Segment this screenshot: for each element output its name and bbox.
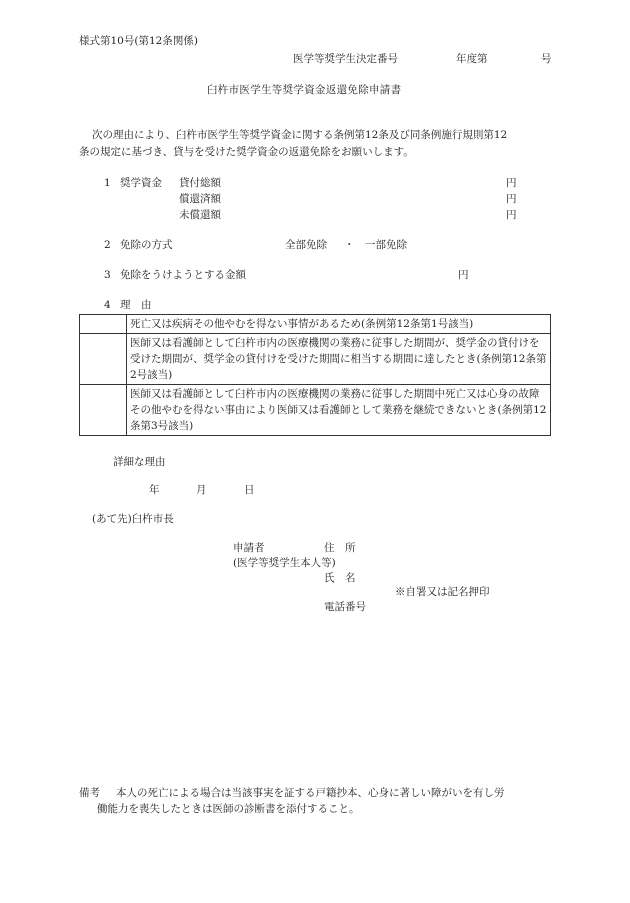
reason-1-checkbox[interactable] (80, 315, 127, 334)
reason-2-text: 医師又は看護師として臼杵市内の医療機関の業務に従事した期間が、奨学金の貸付けを受けた期間が、奨学金の貸付けを受けた期間に相当する期間に達したとき(条例第12条第2号該当) (127, 334, 551, 385)
reason-2-checkbox[interactable] (80, 334, 127, 385)
detail-reason-label: 詳細な理由 (113, 456, 166, 468)
exemption-amount-unit: 円 (458, 269, 469, 281)
address-label: 住 所 (324, 542, 356, 554)
decision-number-label: 医学等奨学生決定番号 (293, 53, 398, 65)
applicant-sub-label: (医学等奨学生本人等) (233, 557, 336, 569)
applicant-label: 申請者 (233, 542, 265, 554)
remarks-label: 備考 (79, 787, 100, 799)
reason-row-2 (80, 334, 551, 385)
remarks-line-1: 本人の死亡による場合は当該事実を証する戸籍抄本、心身に著しい障がいを有し労 (116, 787, 505, 799)
repaid-amount-unit: 円 (506, 193, 517, 205)
document-title: 臼杵市医学生等奨学資金返還免除申請書 (207, 84, 402, 96)
addressee: (あて先)臼杵市長 (92, 513, 174, 525)
option-partial-exemption[interactable]: 一部免除 (365, 239, 407, 251)
date-year-label: 年 (149, 484, 160, 496)
unpaid-amount-unit: 円 (506, 209, 517, 221)
item3-number: 3 (104, 269, 111, 281)
form-number: 様式第10号(第12条関係) (79, 35, 198, 47)
option-separator: ・ (344, 239, 355, 251)
name-label: 氏 名 (324, 572, 356, 584)
item2-number: 2 (104, 239, 111, 251)
reason-1-text: 死亡又は疾病その他やむを得ない事情があるため(条例第12条第1号該当) (127, 315, 551, 334)
date-day-label: 日 (244, 484, 255, 496)
option-full-exemption[interactable]: 全部免除 (285, 239, 327, 251)
phone-label: 電話番号 (324, 601, 366, 613)
item4-label: 理 由 (120, 299, 152, 311)
reason-table (79, 314, 551, 436)
intro-line-1: 次の理由により、臼杵市医学生等奨学資金に関する条例第12条及び同条例施行規則第12 (92, 129, 508, 141)
unpaid-amount-label: 未償還額 (179, 209, 221, 221)
repaid-amount-label: 償還済額 (179, 193, 221, 205)
signature-note: ※自署又は記名押印 (395, 586, 490, 598)
decision-number-suffix: 号 (541, 53, 552, 65)
intro-line-2: 条の規定に基づき、貸与を受けた奨学資金の返還免除をお願いします。 (79, 146, 414, 158)
decision-year-label: 年度第 (456, 53, 488, 65)
reason-3-text: 医師又は看護師として臼杵市内の医療機関の業務に従事した期間中死亡又は心身の故障その他やむを得ない事由により医師又は看護師として業務を継続できないとき(条例第12条第3号該当) (127, 385, 551, 436)
item1-label: 奨学資金 (120, 177, 162, 189)
item1-number: 1 (104, 177, 111, 189)
item2-label: 免除の方式 (120, 239, 173, 251)
loan-total-unit: 円 (506, 177, 517, 189)
item3-label: 免除をうけようとする金額 (120, 269, 246, 281)
reason-row-1 (80, 315, 551, 334)
remarks-line-2: 働能力を喪失したときは医師の診断書を添付すること。 (97, 803, 360, 815)
item4-number: 4 (104, 299, 111, 311)
reason-3-checkbox[interactable] (80, 385, 127, 436)
date-month-label: 月 (196, 484, 207, 496)
loan-total-label: 貸付総額 (179, 177, 221, 189)
reason-row-3 (80, 385, 551, 436)
